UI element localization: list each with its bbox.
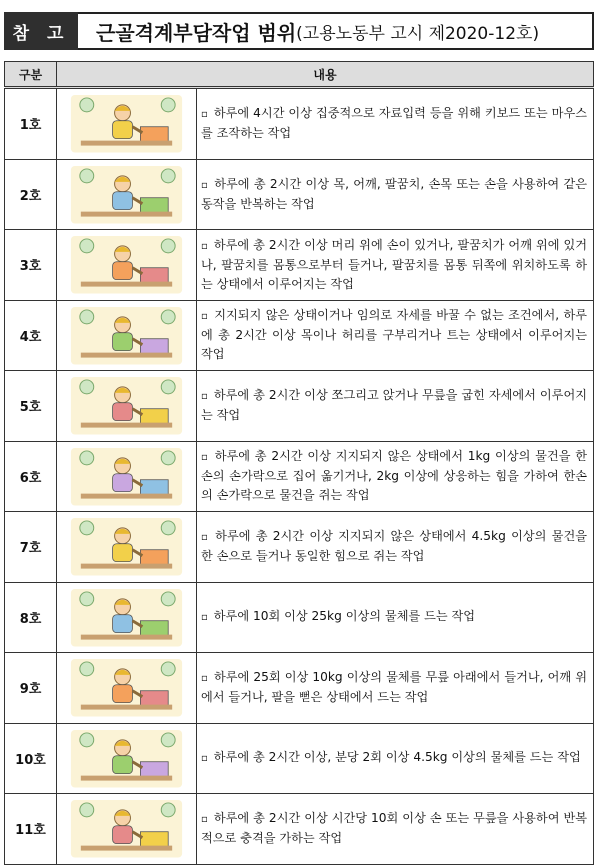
bullet-icon: ▫ xyxy=(201,311,209,323)
bullet-icon: ▫ xyxy=(201,452,209,464)
table-row xyxy=(5,512,594,583)
msd-work-table xyxy=(4,61,594,865)
table-header-row xyxy=(5,62,594,88)
row-illustration-cell xyxy=(57,512,197,583)
worker-squatting-illustration xyxy=(57,371,196,441)
row-description: 하루에 10회 이상 25kg 이상의 물체를 드는 작업 xyxy=(213,609,476,624)
row-number: 3호 xyxy=(5,230,57,301)
table-row xyxy=(5,371,594,442)
row-description-cell xyxy=(197,794,594,865)
row-number: 2호 xyxy=(5,159,57,230)
bullet-icon: ▫ xyxy=(201,673,208,685)
table-row xyxy=(5,300,594,371)
row-illustration-cell xyxy=(57,441,197,512)
row-illustration-cell xyxy=(57,230,197,301)
bullet-icon: ▫ xyxy=(201,109,208,121)
row-number: 8호 xyxy=(5,582,57,653)
table-row xyxy=(5,159,594,230)
bullet-icon: ▫ xyxy=(201,814,208,826)
bullet-icon: ▫ xyxy=(201,612,208,624)
row-illustration-cell xyxy=(57,794,197,865)
row-description-cell xyxy=(197,441,594,512)
row-illustration-cell xyxy=(57,300,197,371)
table-row xyxy=(5,582,594,653)
row-description: 하루에 총 2시간 이상 머리 위에 손이 있거나, 팔꿈치가 어깨 위에 있거나, 팔꿈치를 몸통으로부터 들거나, 팔꿈치를 몸통 뒤쪽에 위치하도록 하는 상태에서 이루어지는 작업 xyxy=(201,237,587,291)
column-header-content: 내용 xyxy=(57,62,594,88)
row-description-cell xyxy=(197,300,594,371)
worker-repetitive-hands-illustration xyxy=(57,160,196,230)
bullet-icon: ▫ xyxy=(201,391,208,403)
table-row xyxy=(5,653,594,724)
reference-badge: 참 고 xyxy=(4,12,78,50)
worker-one-hand-lift-illustration xyxy=(57,512,196,582)
row-description: 하루에 총 2시간 이상 쪼그리고 앉거나 무릎을 굽힌 자세에서 이루어지는 작업 xyxy=(201,388,587,423)
row-description: 하루에 총 2시간 이상 지지되지 않은 상태에서 4.5kg 이상의 물건을 한 손으로 들거나 동일한 힘으로 쥐는 작업 xyxy=(201,529,587,564)
column-header-number: 구분 xyxy=(5,62,57,88)
row-illustration-cell xyxy=(57,88,197,160)
document-header xyxy=(4,12,594,50)
row-illustration-cell xyxy=(57,653,197,724)
row-description-cell xyxy=(197,159,594,230)
table-row xyxy=(5,441,594,512)
bullet-icon: ▫ xyxy=(201,240,208,252)
row-description: 지지되지 않은 상태이거나 임의로 자세를 바꿀 수 없는 조건에서, 하루에 총 2시간 이상 목이나 허리를 구부리거나 트는 상태에서 이루어지는 작업 xyxy=(201,308,587,362)
row-description: 하루에 총 2시간 이상 지지되지 않은 상태에서 1kg 이상의 물건을 한손의 손가락으로 집어 옮기거나, 2kg 이상에 상응하는 힘을 가하여 한손의 손가락으로 물건을 쥐는 작업 xyxy=(201,449,588,503)
row-number: 11호 xyxy=(5,794,57,865)
row-description-cell xyxy=(197,582,594,653)
row-description-cell xyxy=(197,88,594,160)
document-title: 근골격계부담작업 범위 xyxy=(96,20,297,45)
row-illustration-cell xyxy=(57,159,197,230)
row-number: 5호 xyxy=(5,371,57,442)
row-description-cell xyxy=(197,653,594,724)
row-description: 하루에 4시간 이상 집중적으로 자료입력 등을 위해 키보드 또는 마우스를 조작하는 작업 xyxy=(201,106,587,141)
document-subtitle: (고용노동부 고시 제2020-12호) xyxy=(296,23,540,44)
row-description: 하루에 25회 이상 10kg 이상의 물체를 무릎 아래에서 들거나, 어깨 위에서 들거나, 팔을 뻗은 상태에서 드는 작업 xyxy=(201,670,587,705)
worker-reaching-lift-illustration xyxy=(57,653,196,723)
row-description: 하루에 총 2시간 이상 목, 어깨, 팔꿈치, 손목 또는 손을 사용하여 같은 동작을 반복하는 작업 xyxy=(201,176,588,211)
worker-frequent-lift-illustration xyxy=(57,724,196,794)
bullet-icon: ▫ xyxy=(201,532,210,544)
table-row xyxy=(5,88,594,160)
row-description: 하루에 총 2시간 이상, 분당 2회 이상 4.5kg 이상의 물체를 드는 작업 xyxy=(213,750,581,765)
document-title-box xyxy=(78,12,594,50)
worker-pinching-illustration xyxy=(57,442,196,512)
row-description: 하루에 총 2시간 이상 시간당 10회 이상 손 또는 무릎을 사용하여 반복적으로 충격을 가하는 작업 xyxy=(201,811,587,846)
worker-bending-illustration xyxy=(57,301,196,371)
bullet-icon: ▫ xyxy=(201,179,209,191)
row-description-cell xyxy=(197,230,594,301)
table-row xyxy=(5,230,594,301)
row-illustration-cell xyxy=(57,371,197,442)
row-number: 9호 xyxy=(5,653,57,724)
table-row xyxy=(5,723,594,794)
row-number: 10호 xyxy=(5,723,57,794)
bullet-icon: ▫ xyxy=(201,753,208,765)
row-illustration-cell xyxy=(57,723,197,794)
worker-heavy-lift-illustration xyxy=(57,583,196,653)
row-description-cell xyxy=(197,723,594,794)
row-number: 6호 xyxy=(5,441,57,512)
row-illustration-cell xyxy=(57,582,197,653)
row-description-cell xyxy=(197,371,594,442)
worker-impact-illustration xyxy=(57,794,196,864)
worker-at-computer-illustration xyxy=(57,89,196,159)
worker-overhead-illustration xyxy=(57,230,196,300)
row-number: 4호 xyxy=(5,300,57,371)
row-number: 1호 xyxy=(5,88,57,160)
row-description-cell xyxy=(197,512,594,583)
row-number: 7호 xyxy=(5,512,57,583)
table-row xyxy=(5,794,594,865)
